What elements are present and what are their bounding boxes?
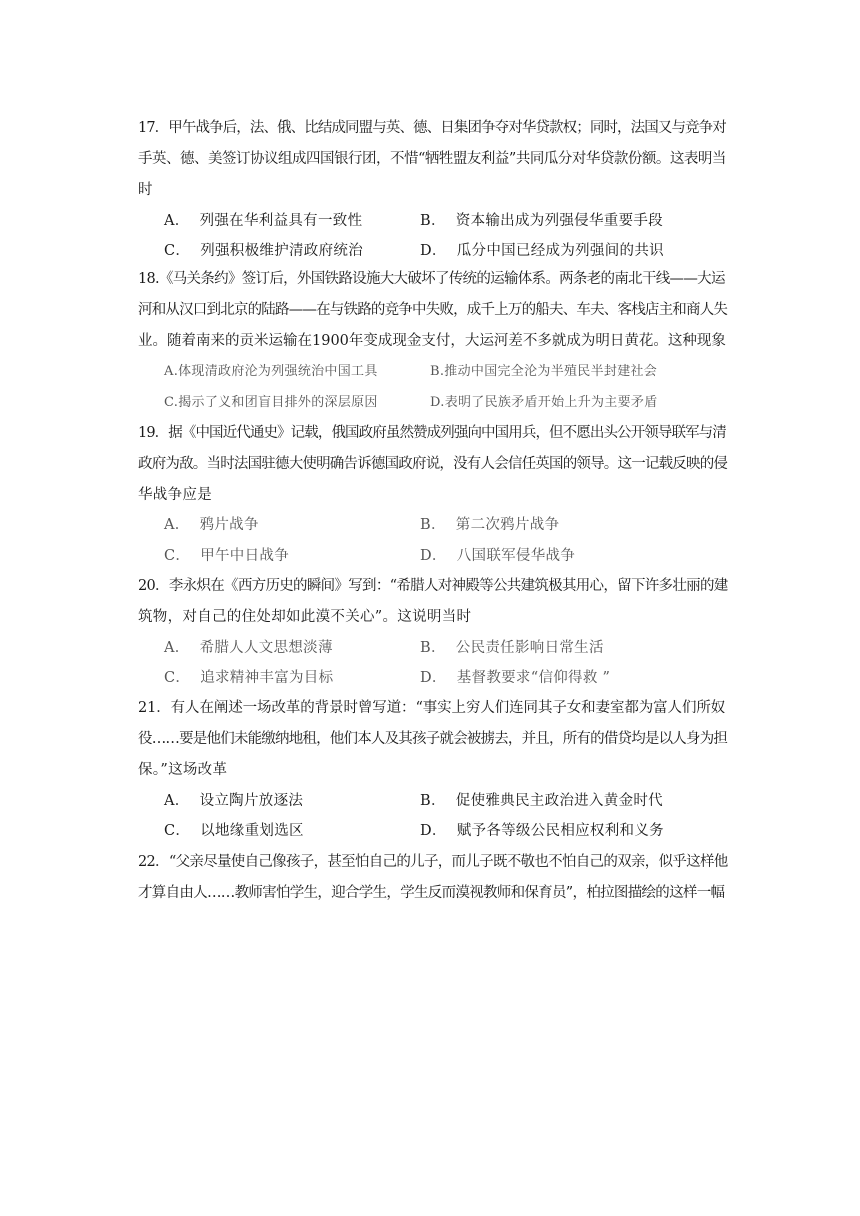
question-18-option-c: C.揭示了义和团盲目排外的深层原因: [164, 395, 378, 410]
question-17-option-c: C． 列强积极维护清政府统治: [164, 243, 364, 259]
question-21-line-1: 21．有人在阐述一场改革的背景时曾写道：“事实上穷人们连同其子女和妻室都为富人们所奴: [138, 700, 726, 716]
question-20-option-d: D． 基督教要求“信仰得救 ”: [420, 670, 611, 686]
question-19-option-d: D． 八国联军侵华战争: [420, 548, 576, 564]
question-20-option-b: B． 公民责任影响日常生活: [420, 640, 604, 656]
question-21-line-3: 保。”这场改革: [138, 762, 228, 778]
question-19-line-2: 政府为敌。当时法国驻德大使明确告诉德国政府说，没有人会信任英国的领导。这一记载反映的侵: [138, 456, 728, 472]
question-17-line-2: 手英、德、美签订协议组成四国银行团，不惜“牺牲盟友利益”共同瓜分对华贷款份额。这表明当: [138, 151, 726, 167]
question-21-option-d: D． 赋予各等级公民相应权利和义务: [420, 823, 664, 839]
question-18-option-a: A.体现清政府沦为列强统治中国工具: [164, 364, 378, 379]
question-17-option-d: D． 瓜分中国已经成为列强间的共识: [420, 243, 664, 259]
question-18-option-d: D.表明了民族矛盾开始上升为主要矛盾: [430, 395, 658, 410]
question-19-line-1: 19．据《中国近代通史》记载，俄国政府虽然赞成列强向中国用兵，但不愿出头公开领导联军与清: [138, 425, 726, 441]
question-19-option-b: B． 第二次鸦片战争: [420, 517, 560, 533]
question-21-option-b: B． 促使雅典民主政治进入黄金时代: [420, 793, 663, 809]
question-17-line-3: 时: [138, 182, 153, 198]
question-22-line-1: 22．“父亲尽量使自己像孩子，甚至怕自己的儿子，而儿子既不敬也不怕自己的双亲，似乎这样他: [138, 854, 728, 870]
question-17-option-a: A． 列强在华利益具有一致性: [164, 213, 363, 229]
question-21-line-2: 役……要是他们未能缴纳地租，他们本人及其孩子就会被掳去，并且，所有的借贷均是以人身为担: [138, 731, 728, 747]
question-20-option-a: A． 希腊人人文思想淡薄: [164, 640, 333, 656]
question-18-line-1: 18.《马关条约》签订后，外国铁路设施大大破坏了传统的运输体系。两条老的南北干线——大运: [138, 271, 725, 287]
question-20-line-2: 筑物，对自己的住处却如此漠不关心”。这说明当时: [138, 609, 472, 625]
question-18-line-2: 河和从汉口到北京的陆路——在与铁路的竞争中失败，成千上万的船夫、车夫、客栈店主和商人失: [138, 302, 728, 318]
question-17-option-b: B． 资本输出成为列强侵华重要手段: [420, 213, 663, 229]
question-17-line-1: 17．甲午战争后，法、俄、比结成同盟与英、德、日集团争夺对华贷款权；同时，法国又与竞争对: [138, 120, 726, 136]
question-19-option-c: C． 甲午中日战争: [164, 548, 290, 564]
question-20-option-c: C． 追求精神丰富为目标: [164, 670, 334, 686]
question-22-line-2: 才算自由人……教师害怕学生，迎合学生，学生反而漠视教师和保育员”，柏拉图描绘的这样一幅: [138, 885, 725, 901]
question-19-line-3: 华战争应是: [138, 487, 212, 503]
question-20-line-1: 20．李永炽在《西方历史的瞬间》写到：“希腊人对神殿等公共建筑极其用心，留下许多壮丽的建: [138, 578, 728, 594]
question-18-line-3: 业。随着南来的贡米运输在1900年变成现金支付，大运河差不多就成为明日黄花。这种现象: [138, 333, 726, 349]
question-18-option-b: B.推动中国完全沦为半殖民半封建社会: [430, 364, 658, 379]
question-21-option-c: C． 以地缘重划选区: [164, 823, 304, 839]
question-19-option-a: A． 鸦片战争: [164, 517, 259, 533]
question-21-option-a: A． 设立陶片放逐法: [164, 793, 304, 809]
